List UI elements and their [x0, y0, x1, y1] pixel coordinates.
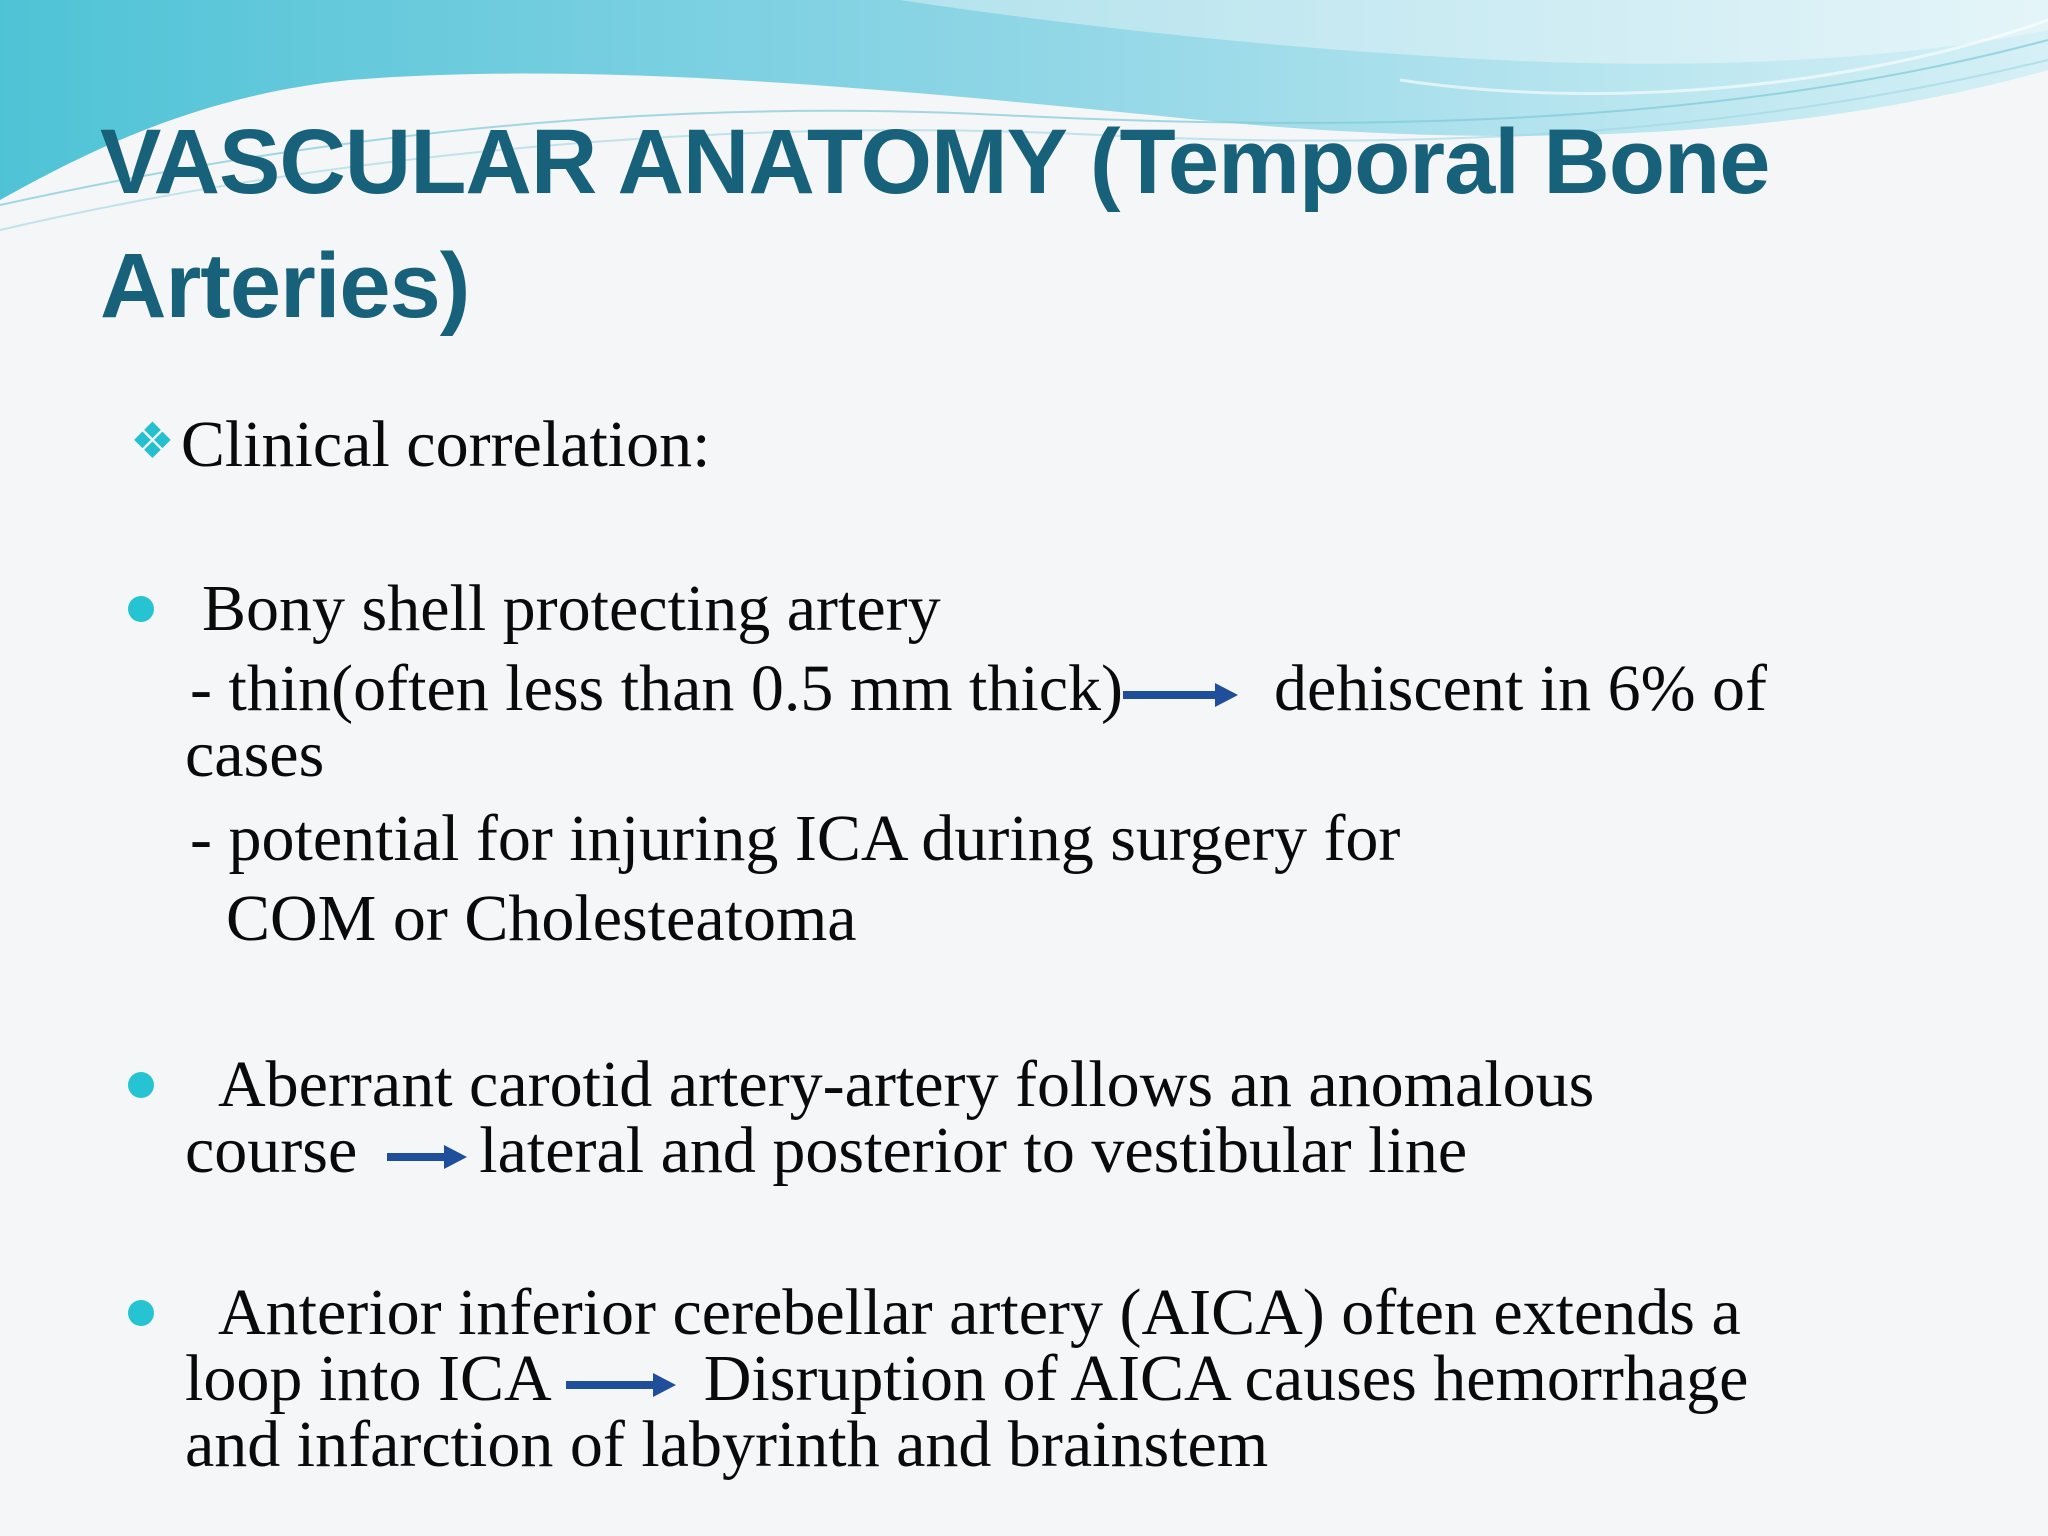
slide-title [100, 100, 1900, 348]
bullet-3-line3: and infarction of labyrinth and brainstem [185, 1408, 1269, 1481]
bullet-2-line1: Aberrant carotid artery-artery follows an anomalous [218, 1048, 1595, 1121]
bullet-3-line2 [185, 1342, 1749, 1415]
bullet-1-text: Bony shell protecting artery [202, 572, 941, 645]
bullet-2-line2 [185, 1114, 1468, 1187]
bullet-2-line2-part2: lateral and posterior to vestibular line [479, 1114, 1468, 1187]
diamond-bullet-icon: ❖ [130, 413, 175, 469]
section-heading-text: Clinical correlation: [180, 408, 711, 481]
bullet-3-line2-part2: Disruption of AICA causes hemorrhage [703, 1342, 1749, 1415]
bullet-2-line2-part1: course [185, 1114, 358, 1187]
section-heading [130, 408, 711, 481]
right-arrow-icon [566, 1370, 676, 1400]
bullet-1-sub-a-part2: dehiscent in 6% of [1274, 652, 1768, 725]
bullet-1-sub-b-line2: COM or Cholesteatoma [226, 882, 857, 955]
right-arrow-icon [387, 1142, 467, 1172]
bullet-3-line2-part1: loop into ICA [185, 1342, 552, 1415]
slide-title-line-2: Arteries) [100, 235, 470, 337]
slide-title-line-1: VASCULAR ANATOMY (Temporal Bone [100, 111, 1770, 213]
bullet-dot-icon [128, 1072, 154, 1098]
bullet-1-sub-a-part1: - thin(often less than 0.5 mm thick) [190, 652, 1123, 725]
bullet-1-sub-b-line1: - potential for injuring ICA during surgery for [190, 802, 1401, 875]
bullet-dot-icon [128, 596, 154, 622]
right-arrow-icon [1123, 680, 1238, 710]
bullet-1-sub-a-part3: cases [185, 718, 325, 791]
bullet-1-sub-a [190, 652, 1768, 725]
bullet-3-line1: Anterior inferior cerebellar artery (AICA) often extends a [218, 1276, 1741, 1349]
bullet-dot-icon [128, 1300, 154, 1326]
